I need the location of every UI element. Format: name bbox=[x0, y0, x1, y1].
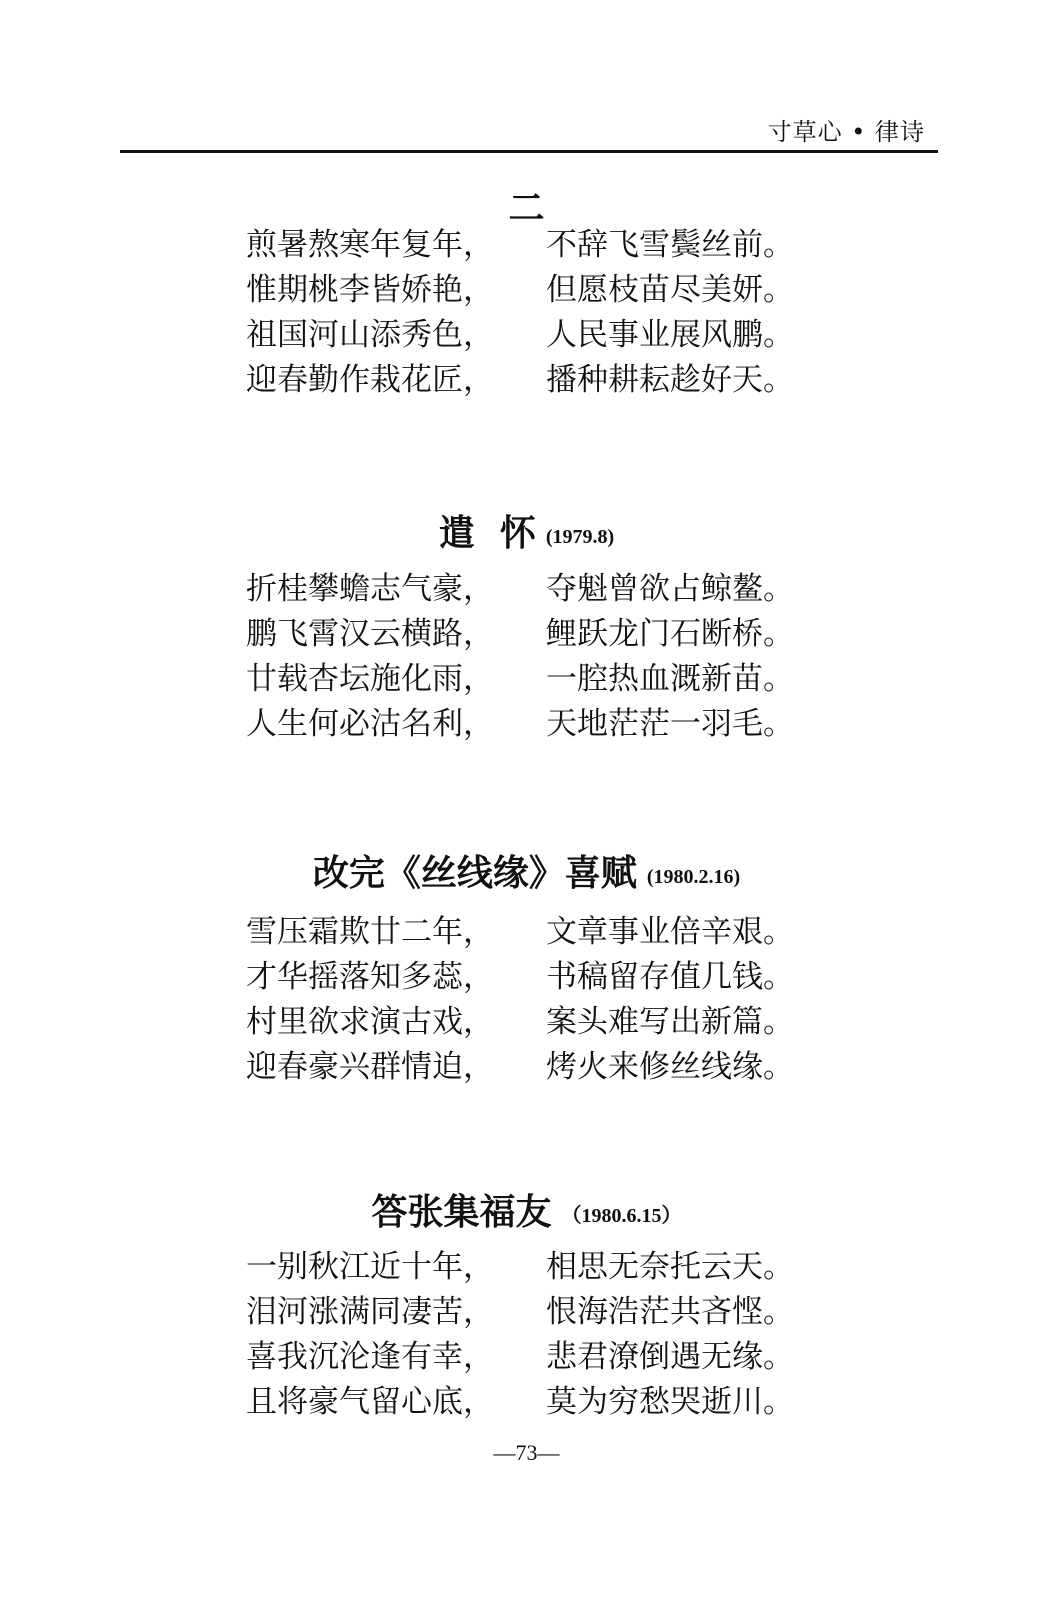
poem-line-second: 天地茫茫一羽毛。 bbox=[546, 706, 794, 742]
poem-line-second: 书稿留存值几钱。 bbox=[546, 959, 794, 995]
poem-line-first: 迎春勤作栽花匠， bbox=[246, 362, 494, 398]
poem-line bbox=[246, 268, 846, 313]
poem-title bbox=[0, 1184, 1053, 1235]
poem-title bbox=[0, 845, 1053, 896]
poem-line-first: 才华摇落知多蕊， bbox=[246, 959, 494, 995]
poem-line bbox=[246, 313, 846, 358]
poem-line-second: 不辞飞雪鬓丝前。 bbox=[546, 227, 794, 263]
poem-body bbox=[246, 1245, 846, 1425]
poem-title-text: 改完《丝线缘》喜赋 bbox=[312, 853, 637, 894]
poem-line bbox=[246, 910, 846, 955]
poem-line-first: 且将豪气留心底， bbox=[246, 1384, 494, 1420]
poem-line-second: 人民事业展风鹏。 bbox=[546, 317, 794, 353]
poem-title-text: 答张集福友 bbox=[371, 1192, 552, 1233]
poem-line bbox=[246, 567, 846, 612]
header-rule bbox=[120, 150, 938, 153]
poem-line-first: 人生何必沽名利， bbox=[246, 706, 494, 742]
poem-line-second: 案头难写出新篇。 bbox=[546, 1004, 794, 1040]
poem-line-second: 恨海浩茫共吝悭。 bbox=[546, 1294, 794, 1330]
poem-line-second: 夺魁曾欲占鲸鳌。 bbox=[546, 571, 794, 607]
poem-line bbox=[246, 1335, 846, 1380]
poem-line bbox=[246, 657, 846, 702]
poem-line-second: 烤火来修丝线缘。 bbox=[546, 1049, 794, 1085]
poem-line bbox=[246, 1045, 846, 1090]
poem-line-second: 鲤跃龙门石断桥。 bbox=[546, 616, 794, 652]
poem-line-first: 煎暑熬寒年复年， bbox=[246, 227, 494, 263]
poem-body bbox=[246, 223, 846, 403]
poem-line-first: 祖国河山添秀色， bbox=[246, 317, 494, 353]
poem-title bbox=[0, 505, 1053, 556]
poem-line-second: 悲君潦倒遇无缘。 bbox=[546, 1339, 794, 1375]
poem-date: (1979.8) bbox=[545, 526, 615, 548]
poem-line bbox=[246, 612, 846, 657]
poem-line-second: 但愿枝苗尽美妍。 bbox=[546, 272, 794, 308]
poem-line-first: 村里欲求演古戏， bbox=[246, 1004, 494, 1040]
poem-date: (1980.2.16) bbox=[646, 866, 741, 888]
poem-line-first: 惟期桃李皆娇艳， bbox=[246, 272, 494, 308]
poem-line-first: 迎春豪兴群情迫， bbox=[246, 1049, 494, 1085]
poem-line bbox=[246, 1245, 846, 1290]
poem-line-first: 喜我沉沦逢有幸， bbox=[246, 1339, 494, 1375]
poem-line bbox=[246, 1380, 846, 1425]
poem-line-second: 一腔热血溉新苗。 bbox=[546, 661, 794, 697]
poem-line-first: 雪压霜欺廿二年， bbox=[246, 914, 494, 950]
poem-line-first: 廿载杏坛施化雨， bbox=[246, 661, 494, 697]
poem-title-text: 遣 怀 bbox=[438, 513, 536, 554]
poem-body bbox=[246, 910, 846, 1090]
poem-line-second: 播种耕耘趁好天。 bbox=[546, 362, 794, 398]
poem-line bbox=[246, 1290, 846, 1335]
poem-line bbox=[246, 223, 846, 268]
poem-line-second: 相思无奈托云天。 bbox=[546, 1249, 794, 1285]
page-number: —73— bbox=[493, 1440, 560, 1465]
poem-body bbox=[246, 567, 846, 747]
poem-line-first: 泪河涨满同凄苦， bbox=[246, 1294, 494, 1330]
poem-date: （1980.6.15） bbox=[561, 1205, 682, 1227]
poem-line-second: 莫为穷愁哭逝川。 bbox=[546, 1384, 794, 1420]
poem-line-first: 一别秋江近十年， bbox=[246, 1249, 494, 1285]
poem-line bbox=[246, 1000, 846, 1045]
poem-line-first: 鹏飞霄汉云横路， bbox=[246, 616, 494, 652]
poem-line bbox=[246, 955, 846, 1000]
poem-line-second: 文章事业倍辛艰。 bbox=[546, 914, 794, 950]
poem-line bbox=[246, 702, 846, 747]
poem-line-first: 折桂攀蟾志气豪， bbox=[246, 571, 494, 607]
poem-line bbox=[246, 358, 846, 403]
running-header: 寸草心 • 律诗 bbox=[767, 118, 925, 146]
poem-title-text: 二 bbox=[508, 188, 545, 229]
